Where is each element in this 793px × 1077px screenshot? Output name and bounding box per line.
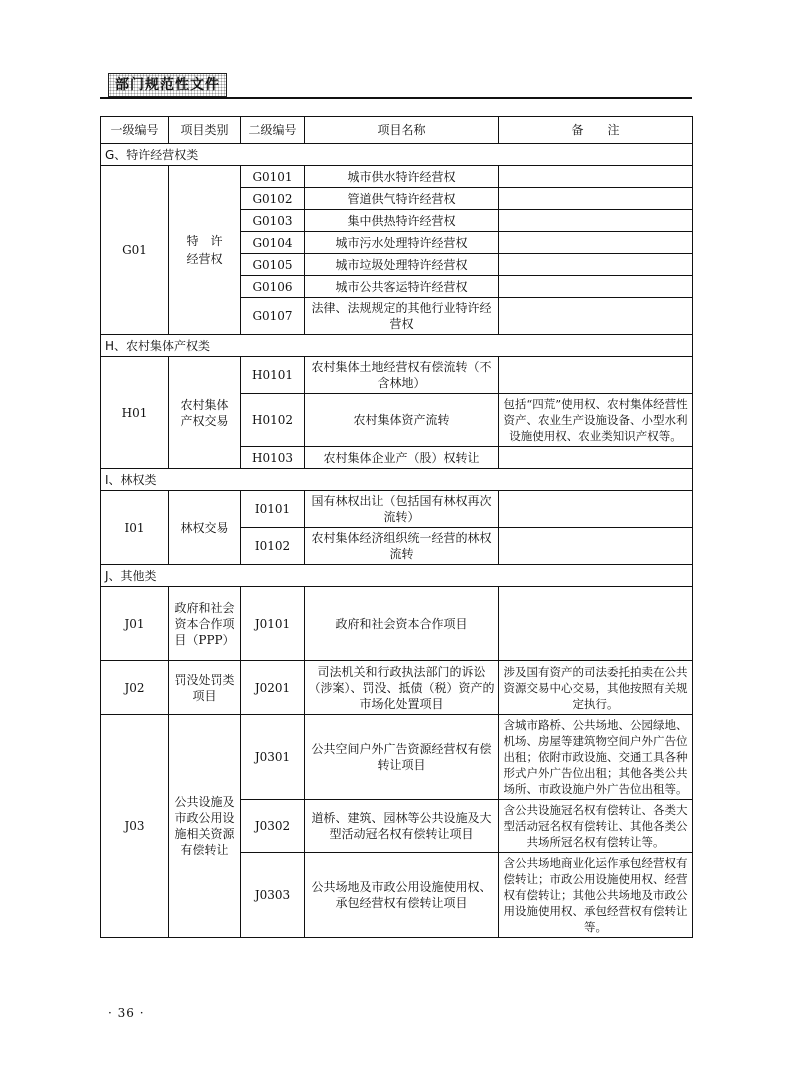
level2-code: G0102 [241,188,305,210]
item-note [499,232,693,254]
section-row [101,469,693,491]
item-note [499,276,693,298]
table-row [101,715,693,800]
project-catalog-table [100,116,693,938]
item-note [499,528,693,565]
category-label: 罚没处罚类项目 [169,661,241,715]
item-note: 包括“四荒”使用权、农村集体经营性资产、农业生产设施设备、小型水利设施使用权、农业类知识产权等。 [499,394,693,447]
section-title: H、农村集体产权类 [101,335,693,357]
column-header: 一级编号 [101,117,169,144]
item-name: 城市供水特许经营权 [305,166,499,188]
level2-code: G0107 [241,298,305,335]
level2-code: H0101 [241,357,305,394]
column-header: 备 注 [499,117,693,144]
column-header: 项目名称 [305,117,499,144]
item-note [499,166,693,188]
level2-code: H0103 [241,447,305,469]
item-name: 公共空间户外广告资源经营权有偿转让项目 [305,715,499,800]
item-note [499,298,693,335]
level1-code: I01 [101,491,169,565]
column-header: 二级编号 [241,117,305,144]
level2-code: I0102 [241,528,305,565]
item-note [499,587,693,661]
category-label: 政府和社会资本合作项目（PPP） [169,587,241,661]
level1-code: J01 [101,587,169,661]
section-row [101,144,693,166]
table-row [101,661,693,715]
level2-code: J0302 [241,800,305,853]
item-name: 城市污水处理特许经营权 [305,232,499,254]
level2-code: G0104 [241,232,305,254]
section-title: J、其他类 [101,565,693,587]
section-title: G、特许经营权类 [101,144,693,166]
page-number: · 36 · [108,1006,145,1020]
item-name: 农村集体企业产（股）权转让 [305,447,499,469]
level1-code: G01 [101,166,169,335]
category-cell [169,357,241,469]
item-name: 农村集体土地经营权有偿流转（不含林地） [305,357,499,394]
level1-code: H01 [101,357,169,469]
item-note [499,447,693,469]
item-note: 含公共设施冠名权有偿转让、各类大型活动冠名权有偿转让、其他各类公共场所冠名权有偿转让等。 [499,800,693,853]
section-row [101,335,693,357]
category-label: 农村集体产权交易 [180,397,229,428]
item-name: 管道供气特许经营权 [305,188,499,210]
item-note: 含城市路桥、公共场地、公园绿地、机场、房屋等建筑物空间户外广告位出租；依附市政设施、交通工具各种形式户外广告位出租；其他各类公共场所、市政设施户外广告位出租等。 [499,715,693,800]
item-name: 政府和社会资本合作项目 [305,587,499,661]
level2-code: J0201 [241,661,305,715]
category-cell [169,166,241,335]
item-name: 农村集体经济组织统一经营的林权流转 [305,528,499,565]
section-header-label: 部门规范性文件 [108,73,227,97]
table-row [101,587,693,661]
item-note [499,254,693,276]
item-note [499,491,693,528]
section-row [101,565,693,587]
header-divider [100,97,692,99]
level2-code: I0101 [241,491,305,528]
section-title: I、林权类 [101,469,693,491]
item-name: 城市垃圾处理特许经营权 [305,254,499,276]
table-row [101,491,693,528]
table-row [101,166,693,188]
item-name: 道桥、建筑、园林等公共设施及大型活动冠名权有偿转让项目 [305,800,499,853]
level1-code: J02 [101,661,169,715]
level2-code: J0303 [241,853,305,938]
item-note: 含公共场地商业化运作承包经营权有偿转让；市政公用设施使用权、经营权有偿转让；其他公共场地及市政公用设施使用权、承包经营权有偿转让等。 [499,853,693,938]
category-label: 公共设施及市政公用设施相关资源有偿转让 [169,715,241,938]
level2-code: H0102 [241,394,305,447]
level1-code: J03 [101,715,169,938]
table-row [101,357,693,394]
column-header: 项目类别 [169,117,241,144]
level2-code: J0101 [241,587,305,661]
item-note [499,188,693,210]
level2-code: G0105 [241,254,305,276]
item-name: 法律、法规规定的其他行业特许经营权 [305,298,499,335]
category-label: 林权交易 [169,491,241,565]
level2-code: G0103 [241,210,305,232]
table-header-row [101,117,693,144]
level2-code: G0101 [241,166,305,188]
item-note [499,210,693,232]
item-name: 公共场地及市政公用设施使用权、承包经营权有偿转让项目 [305,853,499,938]
item-name: 城市公共客运特许经营权 [305,276,499,298]
level2-code: G0106 [241,276,305,298]
item-name: 农村集体资产流转 [305,394,499,447]
item-name: 集中供热特许经营权 [305,210,499,232]
category-label: 特 许 经营权 [186,234,223,266]
item-note [499,357,693,394]
level2-code: J0301 [241,715,305,800]
item-name: 司法机关和行政执法部门的诉讼（涉案）、罚没、抵债（税）资产的市场化处置项目 [305,661,499,715]
item-note: 涉及国有资产的司法委托拍卖在公共资源交易中心交易，其他按照有关规定执行。 [499,661,693,715]
item-name: 国有林权出让（包括国有林权再次流转） [305,491,499,528]
